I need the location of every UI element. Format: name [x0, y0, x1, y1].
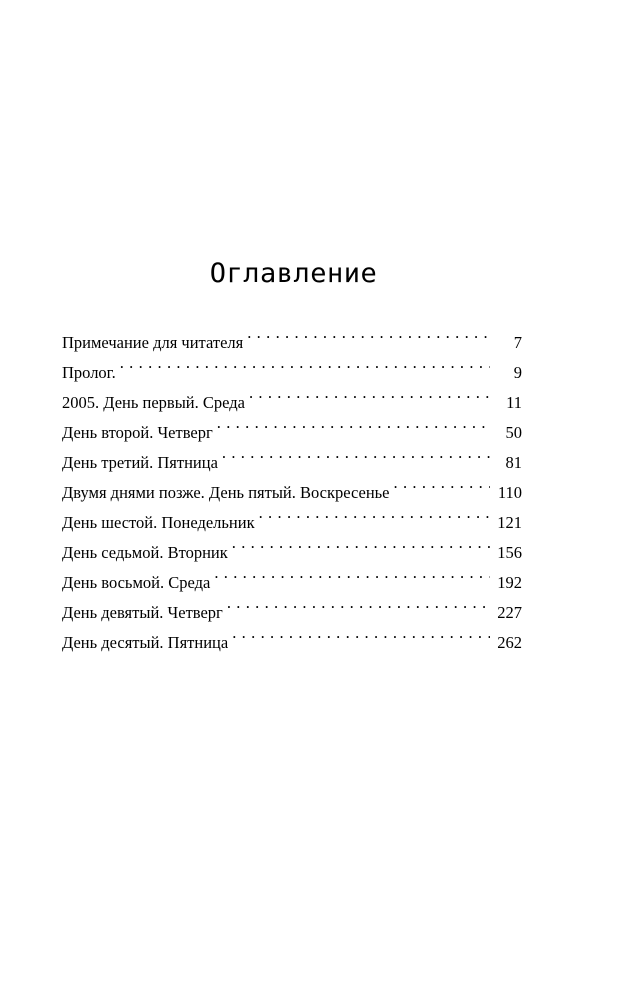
toc-entry-page: 81 [505, 453, 522, 472]
toc-entry-label: День восьмой. Среда [62, 573, 211, 592]
toc-entry-page: 192 [497, 573, 522, 592]
toc-entry-page: 50 [505, 423, 522, 442]
toc-dot-leader [120, 348, 490, 378]
toc-entry-label: Двумя днями позже. День пятый. Воскресенье [62, 483, 390, 502]
toc-entry-label: День шестой. Понедельник [62, 513, 255, 532]
toc-entry-label: День девятый. Четверг [62, 603, 223, 622]
toc-dot-leader [214, 558, 490, 588]
toc-entry-label: День десятый. Пятница [62, 633, 229, 652]
toc-dot-leader [249, 378, 490, 408]
toc-entry[interactable] [62, 378, 522, 412]
toc-entry-label: День седьмой. Вторник [62, 543, 228, 562]
toc-entry[interactable] [62, 318, 522, 352]
toc-entry-label: 2005. День первый. Среда [62, 393, 245, 412]
toc-dot-leader [227, 588, 490, 618]
toc-dot-leader [232, 528, 490, 558]
toc-dot-leader [222, 438, 490, 468]
toc-list [62, 318, 522, 652]
toc-entry-page: 11 [506, 393, 522, 412]
toc-entry-label: Примечание для читателя [62, 333, 244, 352]
toc-entry[interactable] [62, 348, 522, 382]
toc-entry-page: 110 [497, 483, 522, 502]
toc-title: Оглавление [209, 258, 378, 289]
toc-dot-leader [217, 408, 490, 438]
toc-dot-leader [247, 318, 490, 348]
toc-entry-page: 7 [513, 333, 522, 352]
toc-entry-page: 156 [497, 543, 522, 562]
toc-dot-leader [232, 618, 490, 648]
toc-entry-label: День третий. Пятница [62, 453, 218, 472]
toc-entry-page: 121 [497, 513, 522, 532]
toc-dot-leader [394, 468, 490, 498]
toc-entry-label: Пролог. [62, 363, 116, 382]
toc-entry-label: День второй. Четверг [62, 423, 213, 442]
toc-entry-page: 9 [513, 363, 522, 382]
toc-entry-page: 227 [497, 603, 522, 622]
toc-entry-page: 262 [497, 633, 522, 652]
toc-dot-leader [259, 498, 490, 528]
